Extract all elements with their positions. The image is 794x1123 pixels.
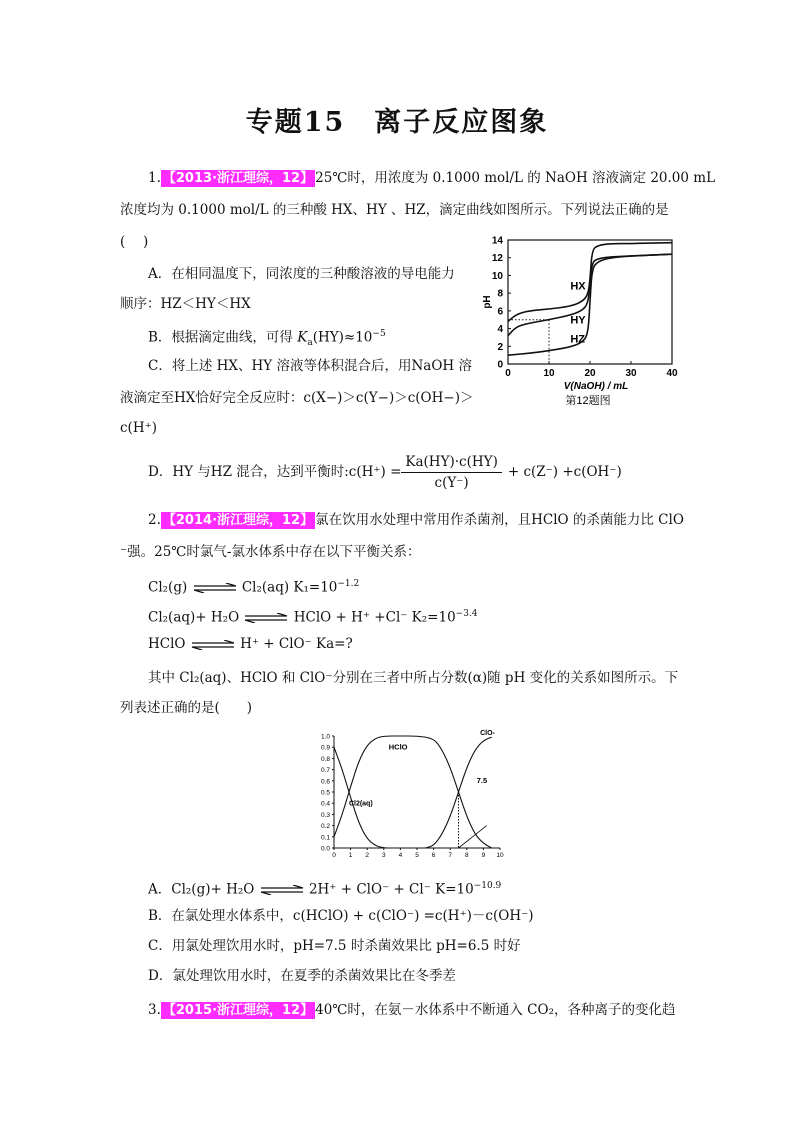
- x-tick-label: 1: [348, 852, 353, 859]
- q1-option-d: D．HY 与HZ 混合，达到平衡时: c(H⁺) = $\frac{Ka(HY)\cdot c(HY)}{c(Y^-)}$ + c(Z⁻) +c(OH⁻): [148, 453, 622, 491]
- y-tick-label: 4: [497, 324, 503, 336]
- annotation-label: 7.5: [476, 776, 488, 786]
- series-line: [334, 736, 492, 848]
- y-tick-label: 12: [491, 253, 503, 265]
- x-tick-label: 30: [625, 368, 637, 379]
- x-tick-label: 5: [415, 852, 419, 859]
- x-tick-label: 8: [464, 852, 469, 859]
- q1-stem-line1: [148, 168, 715, 189]
- q1-source-tag: 【2013·浙江理综，12】: [162, 171, 314, 186]
- y-tick-label: 14: [491, 235, 503, 247]
- q2-source-tag: 【2014·浙江理综，12】: [162, 513, 314, 528]
- q1-option-c-line2: 液滴定至HX恰好完全反应时：c(X−)＞c(Y−)＞c(OH−)＞: [120, 390, 474, 406]
- page-title: 专题15 离子反应图象: [245, 107, 549, 138]
- q1-option-c-line3: c(H⁺): [120, 420, 157, 436]
- q3-stem-line1: 3. 【2015·浙江理综，12】 40℃时，在氨－水体系中不断通入 CO₂，各种离子的变化趋: [148, 1002, 676, 1018]
- y-tick-label: 6: [497, 306, 503, 318]
- equilibrium-arrow-icon: [243, 613, 289, 623]
- y-tick-label: 0.9: [320, 744, 330, 752]
- x-axis-label: V(NaOH) / mL: [563, 381, 629, 392]
- q2-option-c: C．用氯处理饮用水时，pH=7.5 时杀菌效果比 pH=6.5 时好: [148, 938, 521, 954]
- y-tick-label: 0.8: [320, 755, 330, 763]
- series-label-hz: HZ: [570, 333, 585, 346]
- y-tick-label: 10: [491, 270, 503, 282]
- series-line: [334, 747, 392, 848]
- y-axis-label: pH: [482, 295, 493, 309]
- q1-stem-line2: 浓度均为 0.1000 mol/L 的三种酸 HX、HY 、HZ，滴定曲线如图所示。下列说法正确的是: [120, 202, 669, 218]
- q2-stem-line3: 其中 Cl₂(aq)、HClO 和 ClO⁻分别在三者中所占分数(α)随 pH 变化的关系如图所示。下: [148, 670, 679, 686]
- titration-chart: [478, 232, 684, 418]
- x-tick-label: 3: [381, 852, 386, 859]
- y-tick-label: 0.6: [320, 778, 330, 786]
- series-label-hclo: HClO: [388, 742, 408, 752]
- q2-option-d: D．氯处理饮用水时，在夏季的杀菌效果比在冬季差: [148, 968, 456, 984]
- q2-option-b: B．在氯处理水体系中，c(HClO) + c(ClO⁻) =c(H⁺)－c(OH⁻): [148, 908, 534, 924]
- x-tick-label: 2: [365, 852, 370, 859]
- q2-stem-line4: 列表述正确的是( ): [120, 700, 253, 716]
- y-tick-label: 0.2: [320, 823, 330, 831]
- y-tick-label: 0.1: [320, 834, 330, 842]
- q1-d-fraction: $\frac{Ka(HY)\cdot c(HY)}{c(Y^-)}$: [401, 452, 501, 493]
- y-tick-label: 0.4: [320, 800, 330, 808]
- y-tick-label: 1.0: [320, 733, 330, 741]
- y-tick-label: 2: [497, 341, 503, 353]
- q2-equilibrium-3: HClO H⁺ + ClO⁻ Ka=?: [148, 636, 353, 652]
- equilibrium-arrow-icon: [259, 885, 305, 895]
- q1-option-a-line1: A．在相同温度下，同浓度的三种酸溶液的导电能力: [148, 266, 455, 282]
- x-tick-label: 7: [448, 852, 453, 859]
- x-tick-label: 10: [496, 852, 504, 859]
- q3-number: 3.: [148, 1002, 161, 1018]
- x-tick-label: 6: [431, 852, 436, 859]
- y-tick-label: 0: [497, 359, 503, 371]
- series-label-cl2aq: Cl2(aq): [348, 800, 373, 808]
- q2-number: 2.: [148, 512, 161, 528]
- q2-equilibrium-2: Cl₂(aq)+ H₂O HClO + H⁺ +Cl⁻ $K_2=10^{-3.4}$: [148, 609, 478, 626]
- x-tick-label: 0: [505, 368, 511, 379]
- y-tick-label: 0.3: [320, 811, 330, 819]
- q1-stem-a: 25℃时，用浓度为 0.1000 mol/L 的 NaOH 溶液滴定 20.00 mL: [315, 170, 716, 186]
- q2-stem-line1: 2. 【2014·浙江理综，12】 氯在饮用水处理中常用作杀菌剂，且HClO 的杀菌能力比 ClO: [148, 512, 684, 528]
- x-tick-label: 20: [584, 368, 596, 379]
- x-tick-label: 9: [481, 852, 486, 859]
- x-tick-label: 4: [398, 852, 403, 859]
- q1-option-b: B．根据滴定曲线，可得 $K_a(HY)\approx 10^{-5}$: [148, 329, 386, 349]
- y-tick-label: 0.0: [320, 845, 330, 853]
- fraction-vs-ph-chart: [308, 728, 514, 868]
- equilibrium-arrow-icon: [192, 583, 238, 593]
- q3-source-tag: 【2015·浙江理综，12】: [162, 1003, 314, 1018]
- x-tick-label: 0: [332, 852, 336, 859]
- q2-equilibrium-1: Cl₂(g) Cl₂(aq) $K_1=10^{-1.2}$: [148, 579, 360, 596]
- q1-answer-paren: ( ): [120, 234, 149, 250]
- q1-option-a-line2: 顺序：HZ＜HY＜HX: [120, 296, 251, 312]
- y-tick-label: 8: [497, 288, 503, 300]
- q2-stem-line2: ⁻强。25℃时氯气-氯水体系中存在以下平衡关系：: [120, 544, 421, 560]
- q1-number: 1.: [148, 170, 161, 186]
- x-tick-label: 40: [666, 368, 678, 379]
- series-label-hy: HY: [570, 314, 586, 327]
- y-tick-label: 0.5: [320, 789, 330, 797]
- chart-caption: 第12题图: [565, 395, 611, 407]
- equilibrium-arrow-icon: [190, 640, 236, 650]
- x-tick-label: 10: [543, 368, 555, 379]
- series-label-clo: ClO-: [480, 729, 495, 737]
- q1-option-c-line1: C．将上述 HX、HY 溶液等体积混合后，用NaOH 溶: [148, 358, 472, 374]
- q2-option-a: A．Cl₂(g)+ H₂O 2H⁺ + ClO⁻ + Cl⁻ $K=10^{-10.9}$: [148, 881, 502, 898]
- series-label-hx: HX: [570, 280, 586, 293]
- y-tick-label: 0.7: [320, 767, 330, 775]
